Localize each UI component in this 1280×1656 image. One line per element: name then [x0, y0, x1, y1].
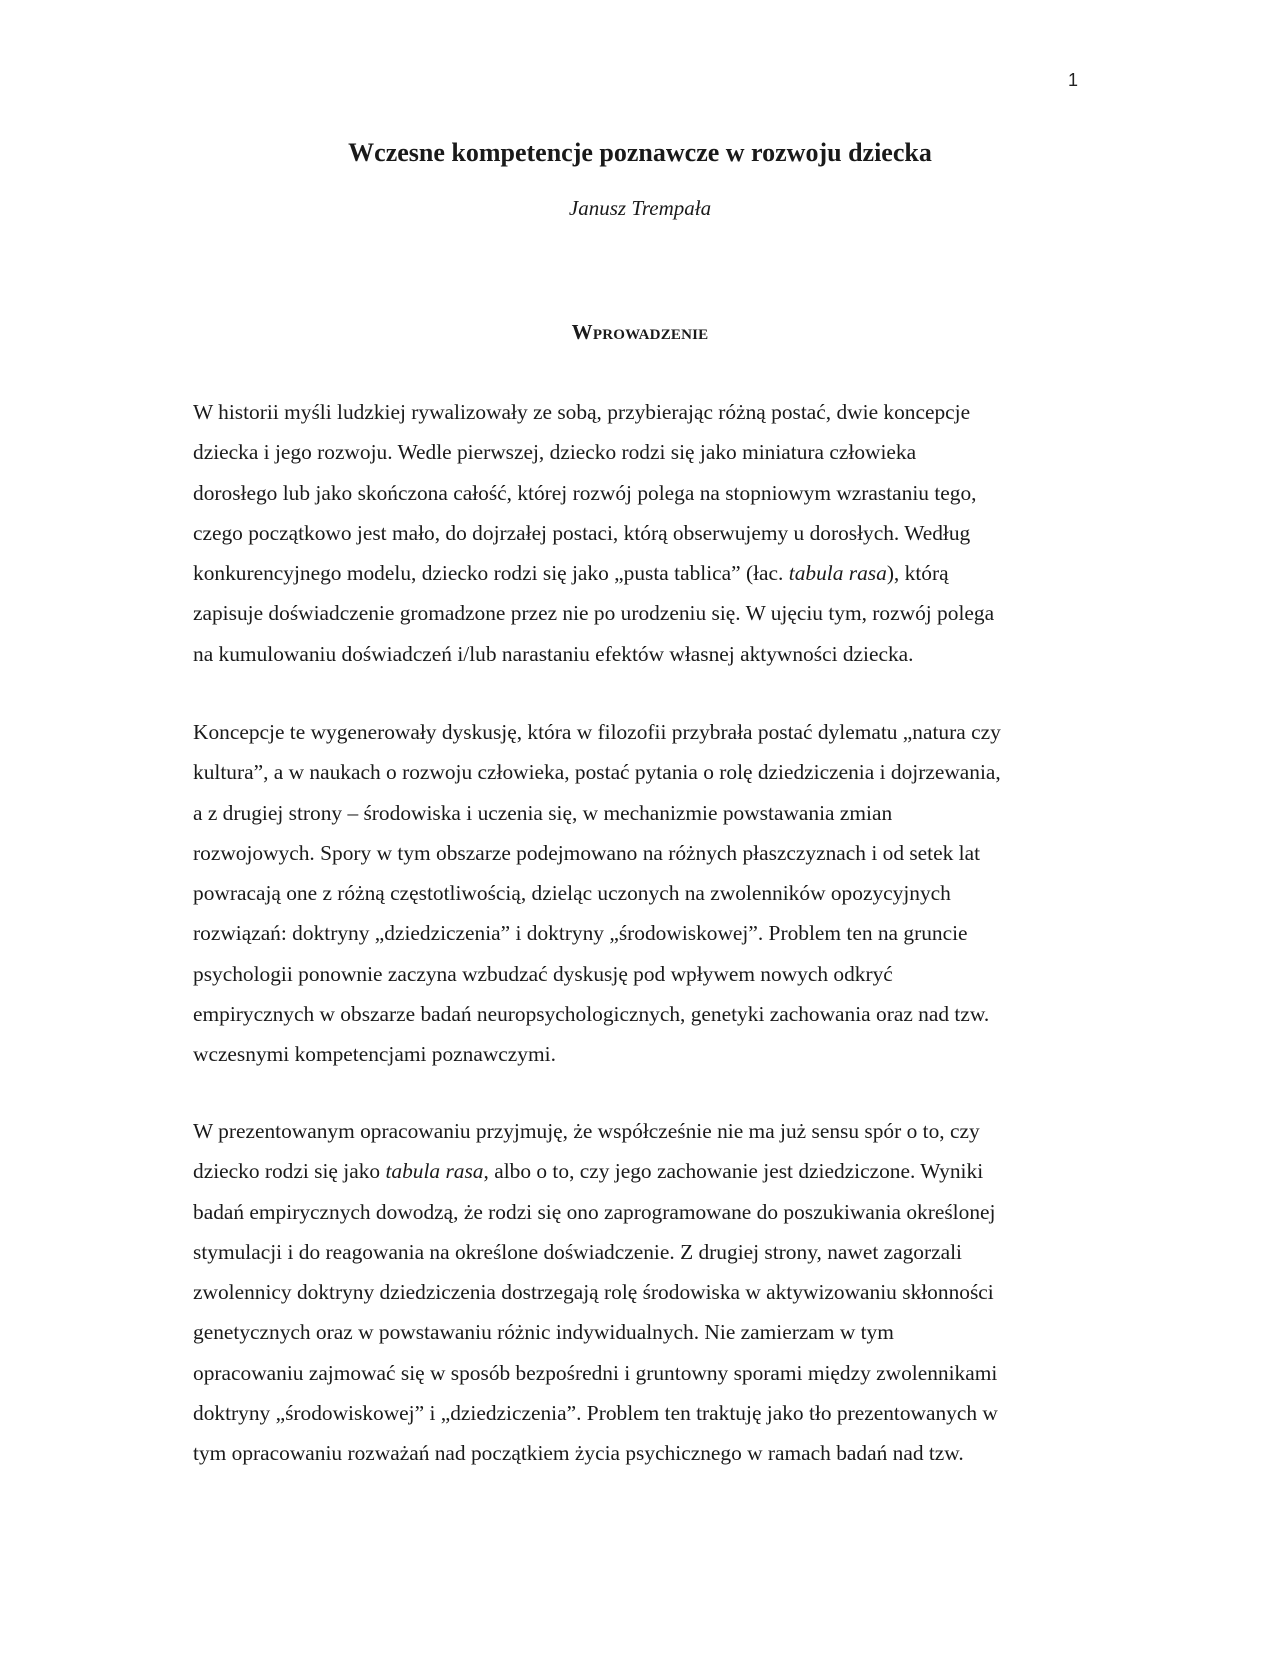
text-line: dorosłego lub jako skończona całość, której rozwój polega na stopniowym wzrastaniu tego,: [193, 480, 977, 505]
text-run: konkurencyjnego modelu, dziecko rodzi się jako „pusta tablica” (łac.: [193, 561, 789, 586]
text-line: a z drugiej strony – środowiska i uczenia się, w mechanizmie powstawania zmian: [193, 800, 893, 825]
text-line: powracają one z różną częstotliwością, dzieląc uczonych na zwolenników opozycyjnych: [193, 881, 951, 906]
text-line: psychologii ponownie zaczyna wzbudzać dyskusję pod wpływem nowych odkryć: [193, 961, 893, 986]
document-title: Wczesne kompetencje poznawcze w rozwoju dziecka: [348, 138, 932, 167]
page-number: 1: [1068, 70, 1079, 90]
italic-term: tabula rasa: [788, 561, 887, 586]
text-line: empirycznych w obszarze badań neuropsychologicznych, genetyki zachowania oraz nad tzw.: [193, 1002, 990, 1027]
author-name: Janusz Trempała: [568, 196, 712, 220]
text-line: doktryny „środowiskowej” i „dziedziczenia”. Problem ten traktuję jako tło prezentowanych w: [193, 1401, 998, 1426]
text-line: opracowaniu zajmować się w sposób bezpośredni i gruntowny sporami między zwolennikami: [193, 1360, 998, 1385]
text-line: W historii myśli ludzkiej rywalizowały ze sobą, przybierając różną postać, dwie koncepcje: [193, 400, 971, 424]
text-line: wczesnymi kompetencjami poznawczymi.: [193, 1042, 556, 1067]
text-line: zwolennicy doktryny dziedziczenia dostrzegają rolę środowiska w aktywizowaniu skłonności: [193, 1280, 994, 1305]
text-line: na kumulowaniu doświadczeń i/lub narastaniu efektów własnej aktywności dziecka.: [193, 641, 914, 666]
text-line: czego początkowo jest mało, do dojrzałej postaci, którą obserwujemy u dorosłych. Według: [193, 520, 971, 545]
text-line: [193, 1151, 1093, 1191]
text-line: [193, 553, 1093, 593]
text-line: genetycznych oraz w powstawaniu różnic indywidualnych. Nie zamierzam w tym: [193, 1320, 894, 1345]
text-line: kultura”, a w naukach o rozwoju człowieka, postać pytania o rolę dziedziczenia i dojrzewania,: [193, 760, 1001, 785]
text-line: rozwiązań: doktryny „dziedziczenia” i doktryny „środowiskowej”. Problem ten na gruncie: [193, 921, 968, 946]
text-line: badań empirycznych dowodzą, że rodzi się ono zaprogramowane do poszukiwania określonej: [193, 1199, 996, 1224]
italic-term: tabula rasa: [385, 1159, 484, 1184]
text-run: ), którą: [886, 561, 949, 586]
paragraph-3: [193, 1111, 1093, 1474]
text-line: Koncepcje te wygenerowały dyskusję, która w filozofii przybrała postać dylematu „natura czy: [193, 720, 1001, 744]
text-line: tym opracowaniu rozważań nad początkiem życia psychicznego w ramach badań nad tzw.: [193, 1441, 964, 1466]
section-heading: Wprowadzenie: [571, 320, 709, 344]
text-line: dziecka i jego rozwoju. Wedle pierwszej, dziecko rodzi się jako miniatura człowieka: [193, 440, 917, 465]
text-run: , albo o to, czy jego zachowanie jest dziedziczone. Wyniki: [483, 1159, 984, 1184]
paragraph-1: [193, 392, 1093, 674]
text-line: W prezentowanym opracowaniu przyjmuję, że współcześnie nie ma już sensu spór o to, czy: [193, 1119, 980, 1143]
text-line: zapisuje doświadczenie gromadzone przez nie po urodzeniu się. W ujęciu tym, rozwój polega: [193, 601, 995, 626]
text-run: dziecko rodzi się jako: [193, 1159, 386, 1184]
text-line: rozwojowych. Spory w tym obszarze podejmowano na różnych płaszczyznach i od setek lat: [193, 840, 981, 865]
text-line: stymulacji i do reagowania na określone doświadczenie. Z drugiej strony, nawet zagorzali: [193, 1239, 962, 1264]
paragraph-2: [193, 712, 1093, 1075]
